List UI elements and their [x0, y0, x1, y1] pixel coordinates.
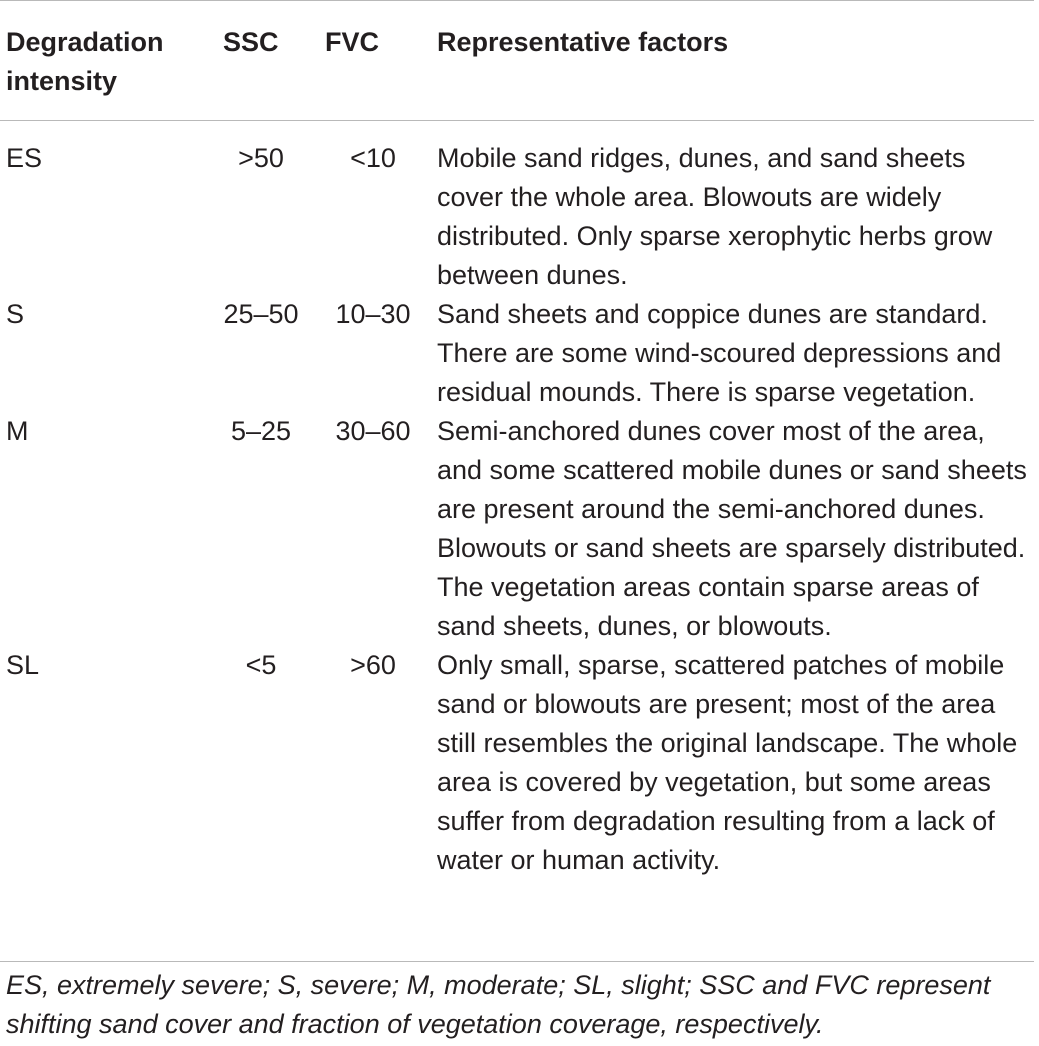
table-body: [0, 121, 1034, 897]
header-representative-factors: Representative factors: [437, 27, 729, 57]
cell-fvc: >60: [350, 650, 396, 680]
table-footnote: ES, extremely severe; S, severe; M, moderate; SL, slight; SSC and FVC represent shifting sand cover and fraction of vegetation coverage, respectively.: [6, 970, 991, 1039]
cell-factors: Mobile sand ridges, dunes, and sand sheets cover the whole area. Blowouts are widely distributed. Only sparse xerophytic herbs grow between dunes.: [437, 143, 993, 290]
cell-factors: Only small, sparse, scattered patches of mobile sand or blowouts are present; most of the area still resembles the original landscape. The whole area is covered by vegetation, but some areas suffer from degradation resulting from a lack of water or human activity.: [437, 650, 1018, 875]
table-row: [0, 295, 1034, 412]
cell-ssc: <5: [245, 650, 277, 680]
cell-degradation: S: [6, 299, 25, 329]
cell-degradation: SL: [6, 650, 40, 680]
cell-factors: Semi-anchored dunes cover most of the area, and some scattered mobile dunes or sand sheets are present around the semi-anchored dunes. Blowouts or sand sheets are sparsely distributed. The vegetation areas contain sparse areas of sand sheets, dunes, or blowouts.: [437, 416, 1027, 641]
cell-fvc: 30–60: [335, 416, 411, 446]
table-header: [0, 1, 1034, 121]
table-row: [0, 646, 1034, 896]
cell-factors: Sand sheets and coppice dunes are standard. There are some wind-scoured depressions and residual mounds. There is sparse vegetation.: [437, 299, 1002, 407]
cell-degradation: M: [6, 416, 29, 446]
table-row: [0, 121, 1034, 296]
header-fvc: FVC: [325, 27, 379, 57]
header-degradation-intensity: Degradation intensity: [6, 27, 164, 96]
cell-degradation: ES: [6, 143, 43, 173]
header-ssc: SSC: [223, 27, 279, 57]
cell-ssc: 25–50: [223, 299, 299, 329]
cell-ssc: 5–25: [230, 416, 292, 446]
cell-ssc: >50: [238, 143, 284, 173]
cell-fvc: 10–30: [335, 299, 411, 329]
table-row: [0, 412, 1034, 646]
table-bottom-rule: [0, 961, 1034, 962]
cell-fvc: <10: [350, 143, 396, 173]
header-row: [0, 1, 1034, 121]
